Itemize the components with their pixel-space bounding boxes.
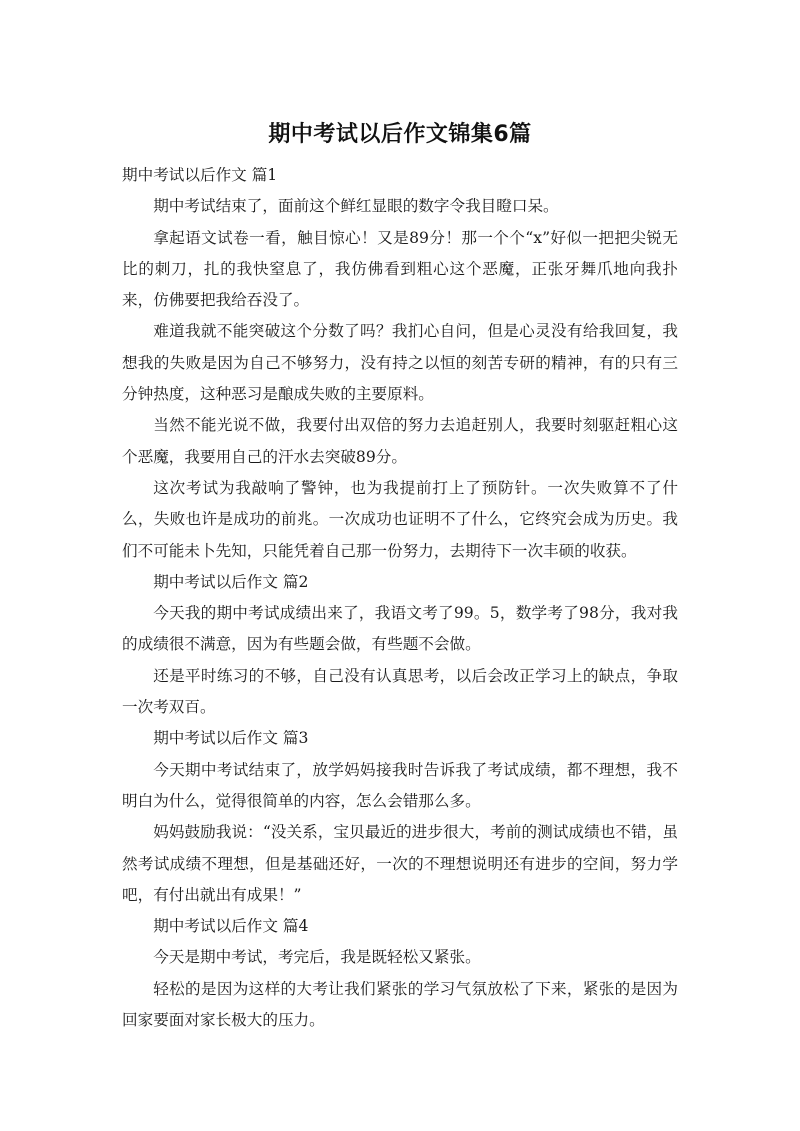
document-title: 期中考试以后作文锦集6篇 — [268, 122, 532, 147]
paragraph: 今天期中考试结束了，放学妈妈接我时告诉我了考试成绩，都不理想，我不明白为什么，觉得很简单的内容，怎么会错那么多。 — [122, 760, 678, 810]
section-heading-2: 期中考试以后作文 篇2 — [153, 572, 309, 591]
paragraph: 还是平时练习的不够，自己没有认真思考，以后会改正学习上的缺点，争取一次考双百。 — [122, 666, 678, 717]
paragraph: 今天是期中考试，考完后，我是既轻松又紧张。 — [153, 948, 481, 967]
section-heading-1: 期中考试以后作文 篇1 — [122, 166, 278, 184]
section-heading-3: 期中考试以后作文 篇3 — [153, 729, 309, 748]
paragraph: 这次考试为我敲响了警钟，也为我提前打上了预防针。一次失败算不了什么，失败也许是成功的前兆。一次成功也证明不了什么，它终究会成为历史。我们不可能未卜先知，只能凭着自己那一份努力，去期待下一次丰硕的收获。 — [122, 478, 678, 560]
section-heading-4: 期中考试以后作文 篇4 — [153, 917, 309, 936]
paragraph: 拿起语文试卷一看，触目惊心！又是89分！那一个个“x”好似一把把尖锐无比的刺刀，扎的我快窒息了，我仿佛看到粗心这个恶魔，正张牙舞爪地向我扑来，仿佛要把我给吞没了。 — [122, 228, 678, 310]
paragraph: 当然不能光说不做，我要付出双倍的努力去追赶别人，我要时刻驱赶粗心这个恶魔，我要用自己的汗水去突破89分。 — [122, 416, 678, 466]
paragraph: 期中考试结束了，面前这个鲜红显眼的数字令我目瞪口呆。 — [153, 197, 559, 216]
paragraph: 难道我就不能突破这个分数了吗？我扪心自问，但是心灵没有给我回复，我想我的失败是因为自己不够努力，没有持之以恒的刻苦专研的精神，有的只有三分钟热度，这种恶习是酿成失败的主要原料。 — [122, 322, 678, 404]
paragraph: 轻松的是因为这样的大考让我们紧张的学习气氛放松了下来，紧张的是因为回家要面对家长极大的压力。 — [122, 979, 678, 1030]
paragraph: 妈妈鼓励我说：“没关系，宝贝最近的进步很大，考前的测试成绩也不错，虽然考试成绩不理想，但是基础还好，一次的不理想说明还有进步的空间，努力学吧，有付出就出有成果！” — [122, 823, 678, 904]
paragraph: 今天我的期中考试成绩出来了，我语文考了99。5，数学考了98分，我对我的成绩很不满意，因为有些题会做，有些题不会做。 — [122, 604, 678, 654]
document-body — [122, 160, 678, 1036]
